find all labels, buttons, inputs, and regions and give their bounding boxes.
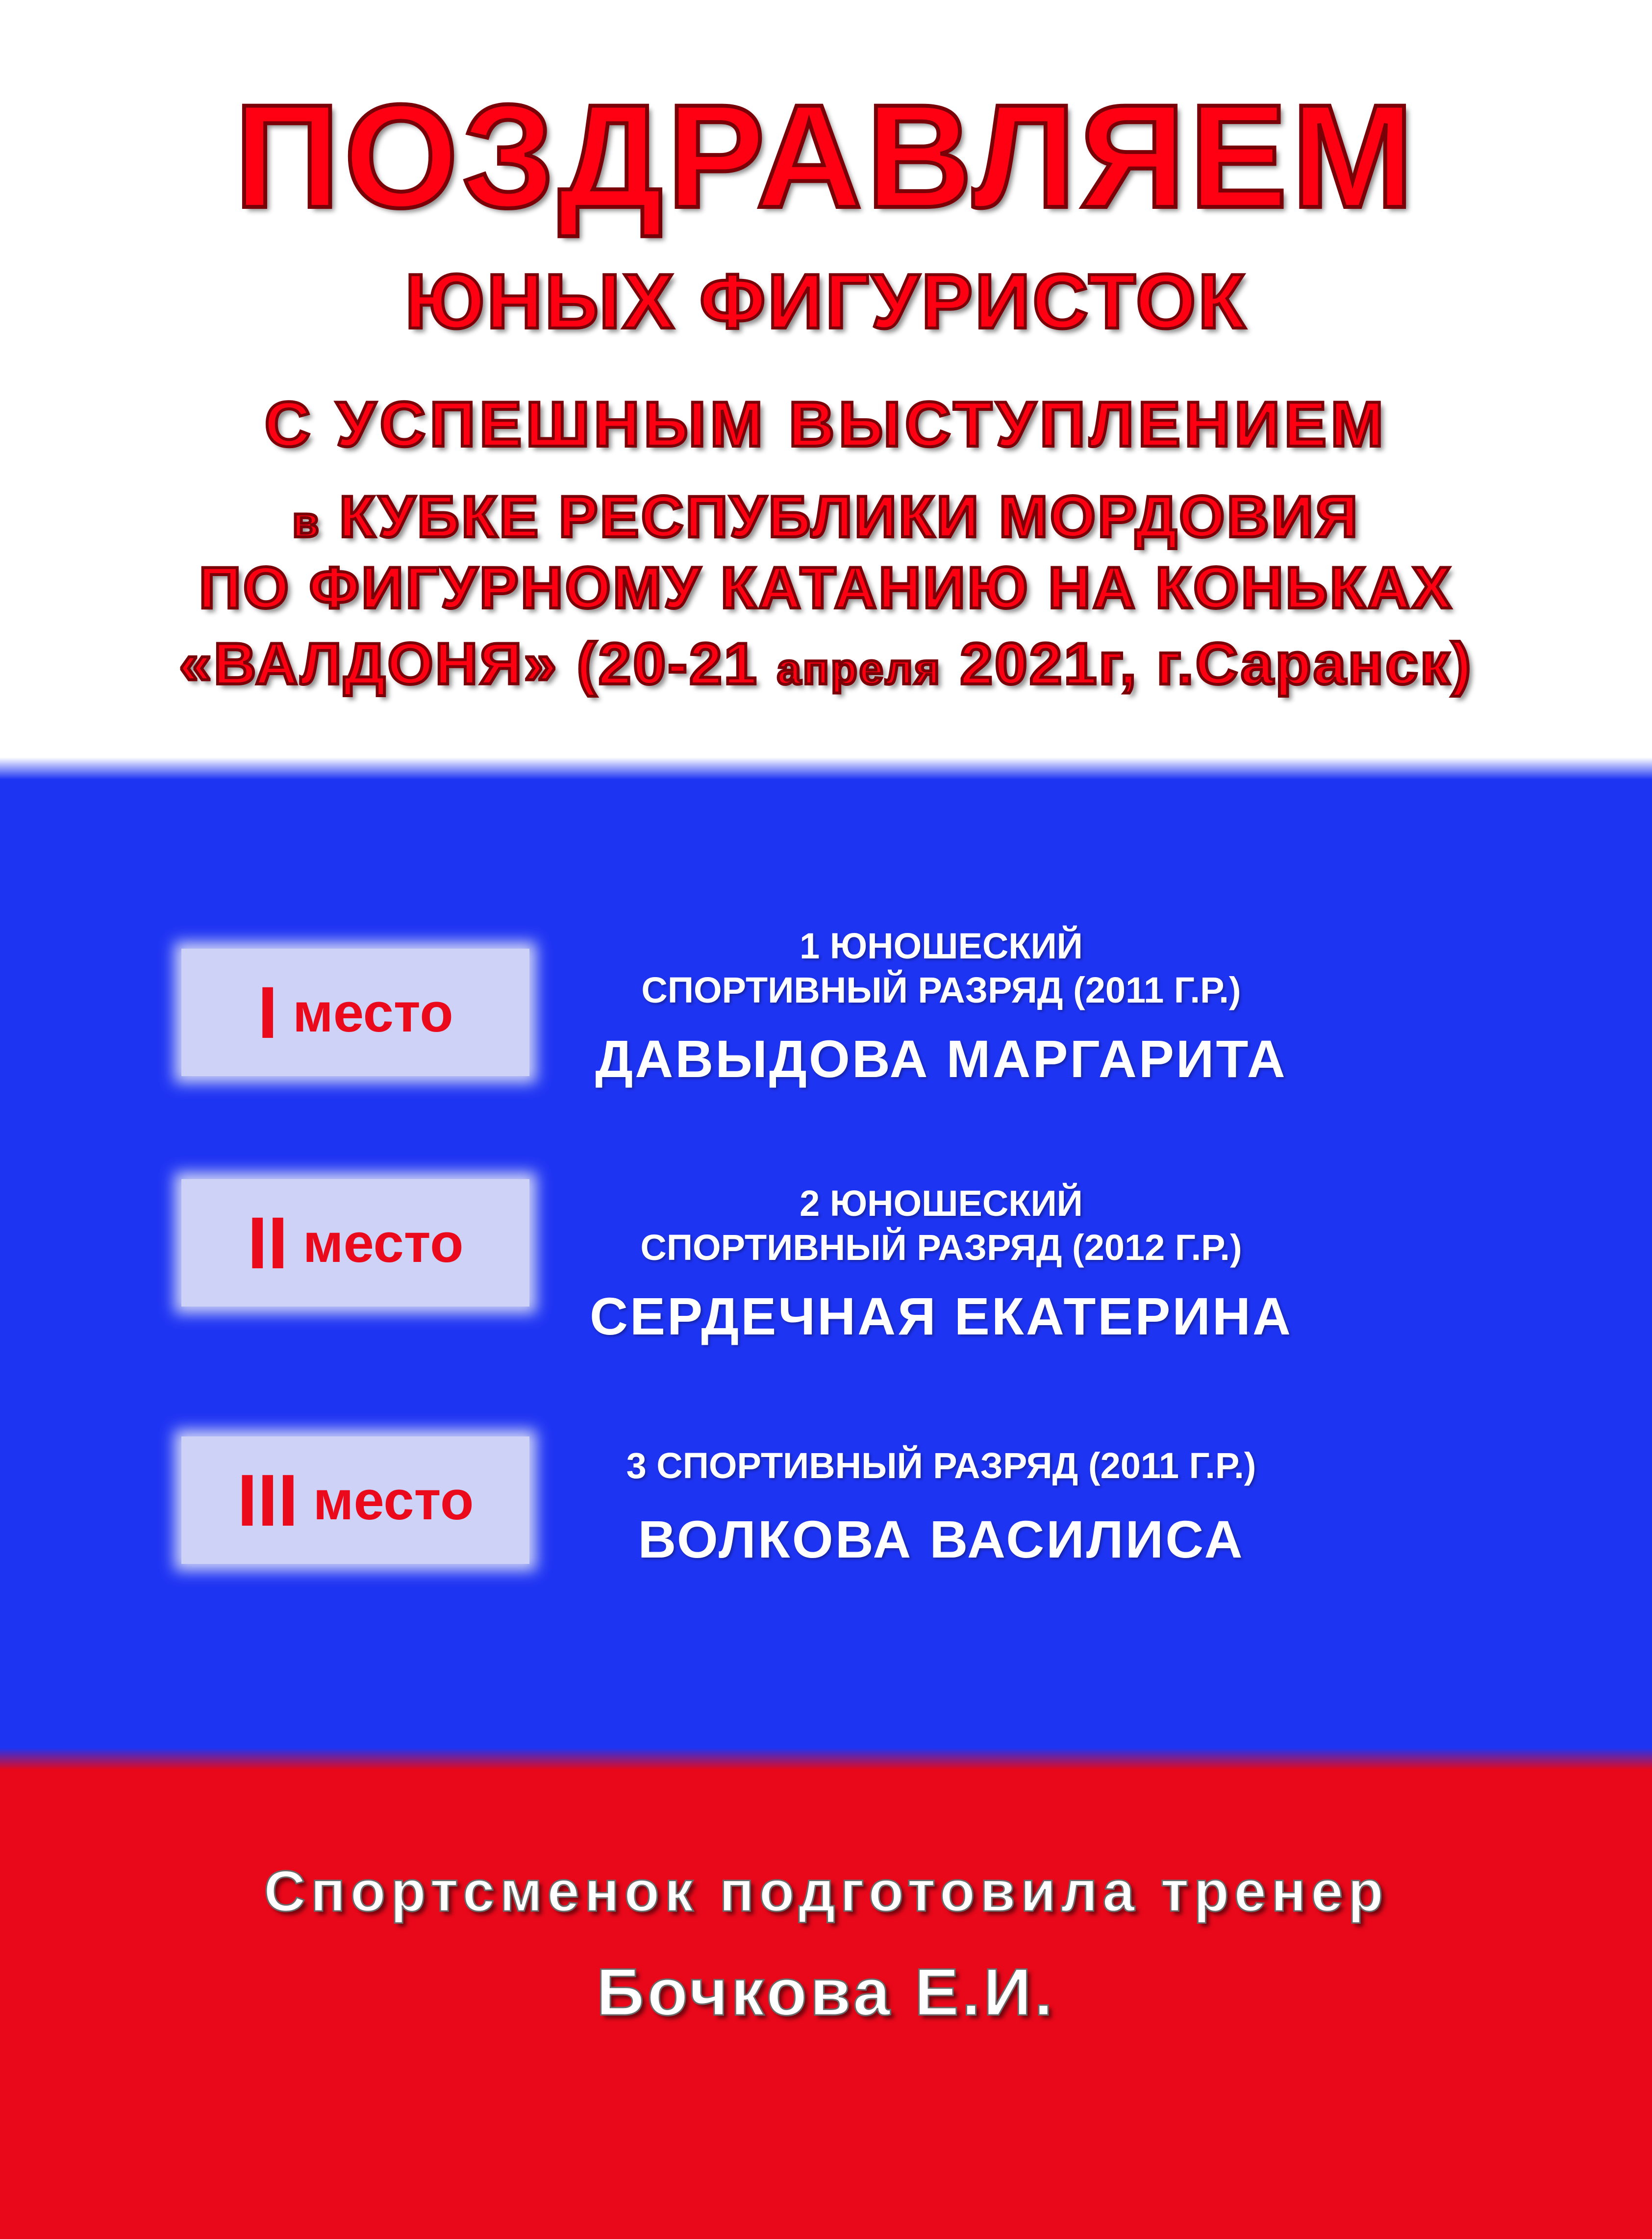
result-2-details xyxy=(490,1182,1392,1348)
athlete-name: СЕРДЕЧНАЯ ЕКАТЕРИНА xyxy=(590,1286,1293,1346)
headline-cup-name: КУБКЕ РЕСПУБЛИКИ МОРДОВИЯ xyxy=(339,484,1360,550)
place-badge-3 xyxy=(181,1436,529,1564)
band-blend-bottom xyxy=(0,1748,1652,1770)
place-badge-2 xyxy=(181,1179,529,1307)
place-word: место xyxy=(313,1469,474,1531)
place-badge-1 xyxy=(181,949,529,1076)
band-blend-top xyxy=(0,757,1652,780)
event-name-dates: «ВАЛДОНЯ» (20-21 xyxy=(179,631,759,697)
event-month: апреля xyxy=(776,645,942,693)
coach-name: Бочкова Е.И. xyxy=(596,1955,1056,2029)
headline-young-skaters: ЮНЫХ ФИГУРИСТОК xyxy=(404,258,1248,345)
rank-line-1: 2 ЮНОШЕСКИЙ xyxy=(800,1183,1083,1224)
headline-event-dates xyxy=(0,630,1652,698)
rank-line-2: СПОРТИВНЫЙ РАЗРЯД (2012 Г.Р.) xyxy=(640,1227,1242,1268)
headline-discipline: ПО ФИГУРНОМУ КАТАНИЮ НА КОНЬКАХ xyxy=(199,555,1453,621)
rank-line-1: 3 СПОРТИВНЫЙ РАЗРЯД (2011 Г.Р.) xyxy=(626,1445,1256,1486)
athlete-name: ВОЛКОВА ВАСИЛИСА xyxy=(638,1509,1245,1569)
headline-cup-prefix: в xyxy=(292,498,321,546)
place-roman-numeral: III xyxy=(237,1459,299,1541)
coach-credit: Спортсменок подготовила тренер xyxy=(264,1859,1388,1924)
place-word: место xyxy=(302,1212,464,1274)
headline-cup-line xyxy=(0,483,1652,551)
headline-successful-performance: С УСПЕШНЫМ ВЫСТУПЛЕНИЕМ xyxy=(264,388,1388,460)
headline-congratulate: ПОЗДРАВЛЯЕМ xyxy=(234,74,1418,238)
place-roman-numeral: I xyxy=(257,971,278,1054)
place-word: место xyxy=(292,981,453,1043)
result-1-details xyxy=(490,924,1392,1091)
athlete-name: ДАВЫДОВА МАРГАРИТА xyxy=(595,1029,1287,1088)
result-3-details xyxy=(490,1444,1392,1571)
rank-line-2: СПОРТИВНЫЙ РАЗРЯД (2011 Г.Р.) xyxy=(641,970,1241,1010)
event-year-city: 2021г, г.Саранск) xyxy=(960,631,1473,697)
rank-line-1: 1 ЮНОШЕСКИЙ xyxy=(800,926,1083,966)
place-roman-numeral: II xyxy=(247,1201,288,1284)
